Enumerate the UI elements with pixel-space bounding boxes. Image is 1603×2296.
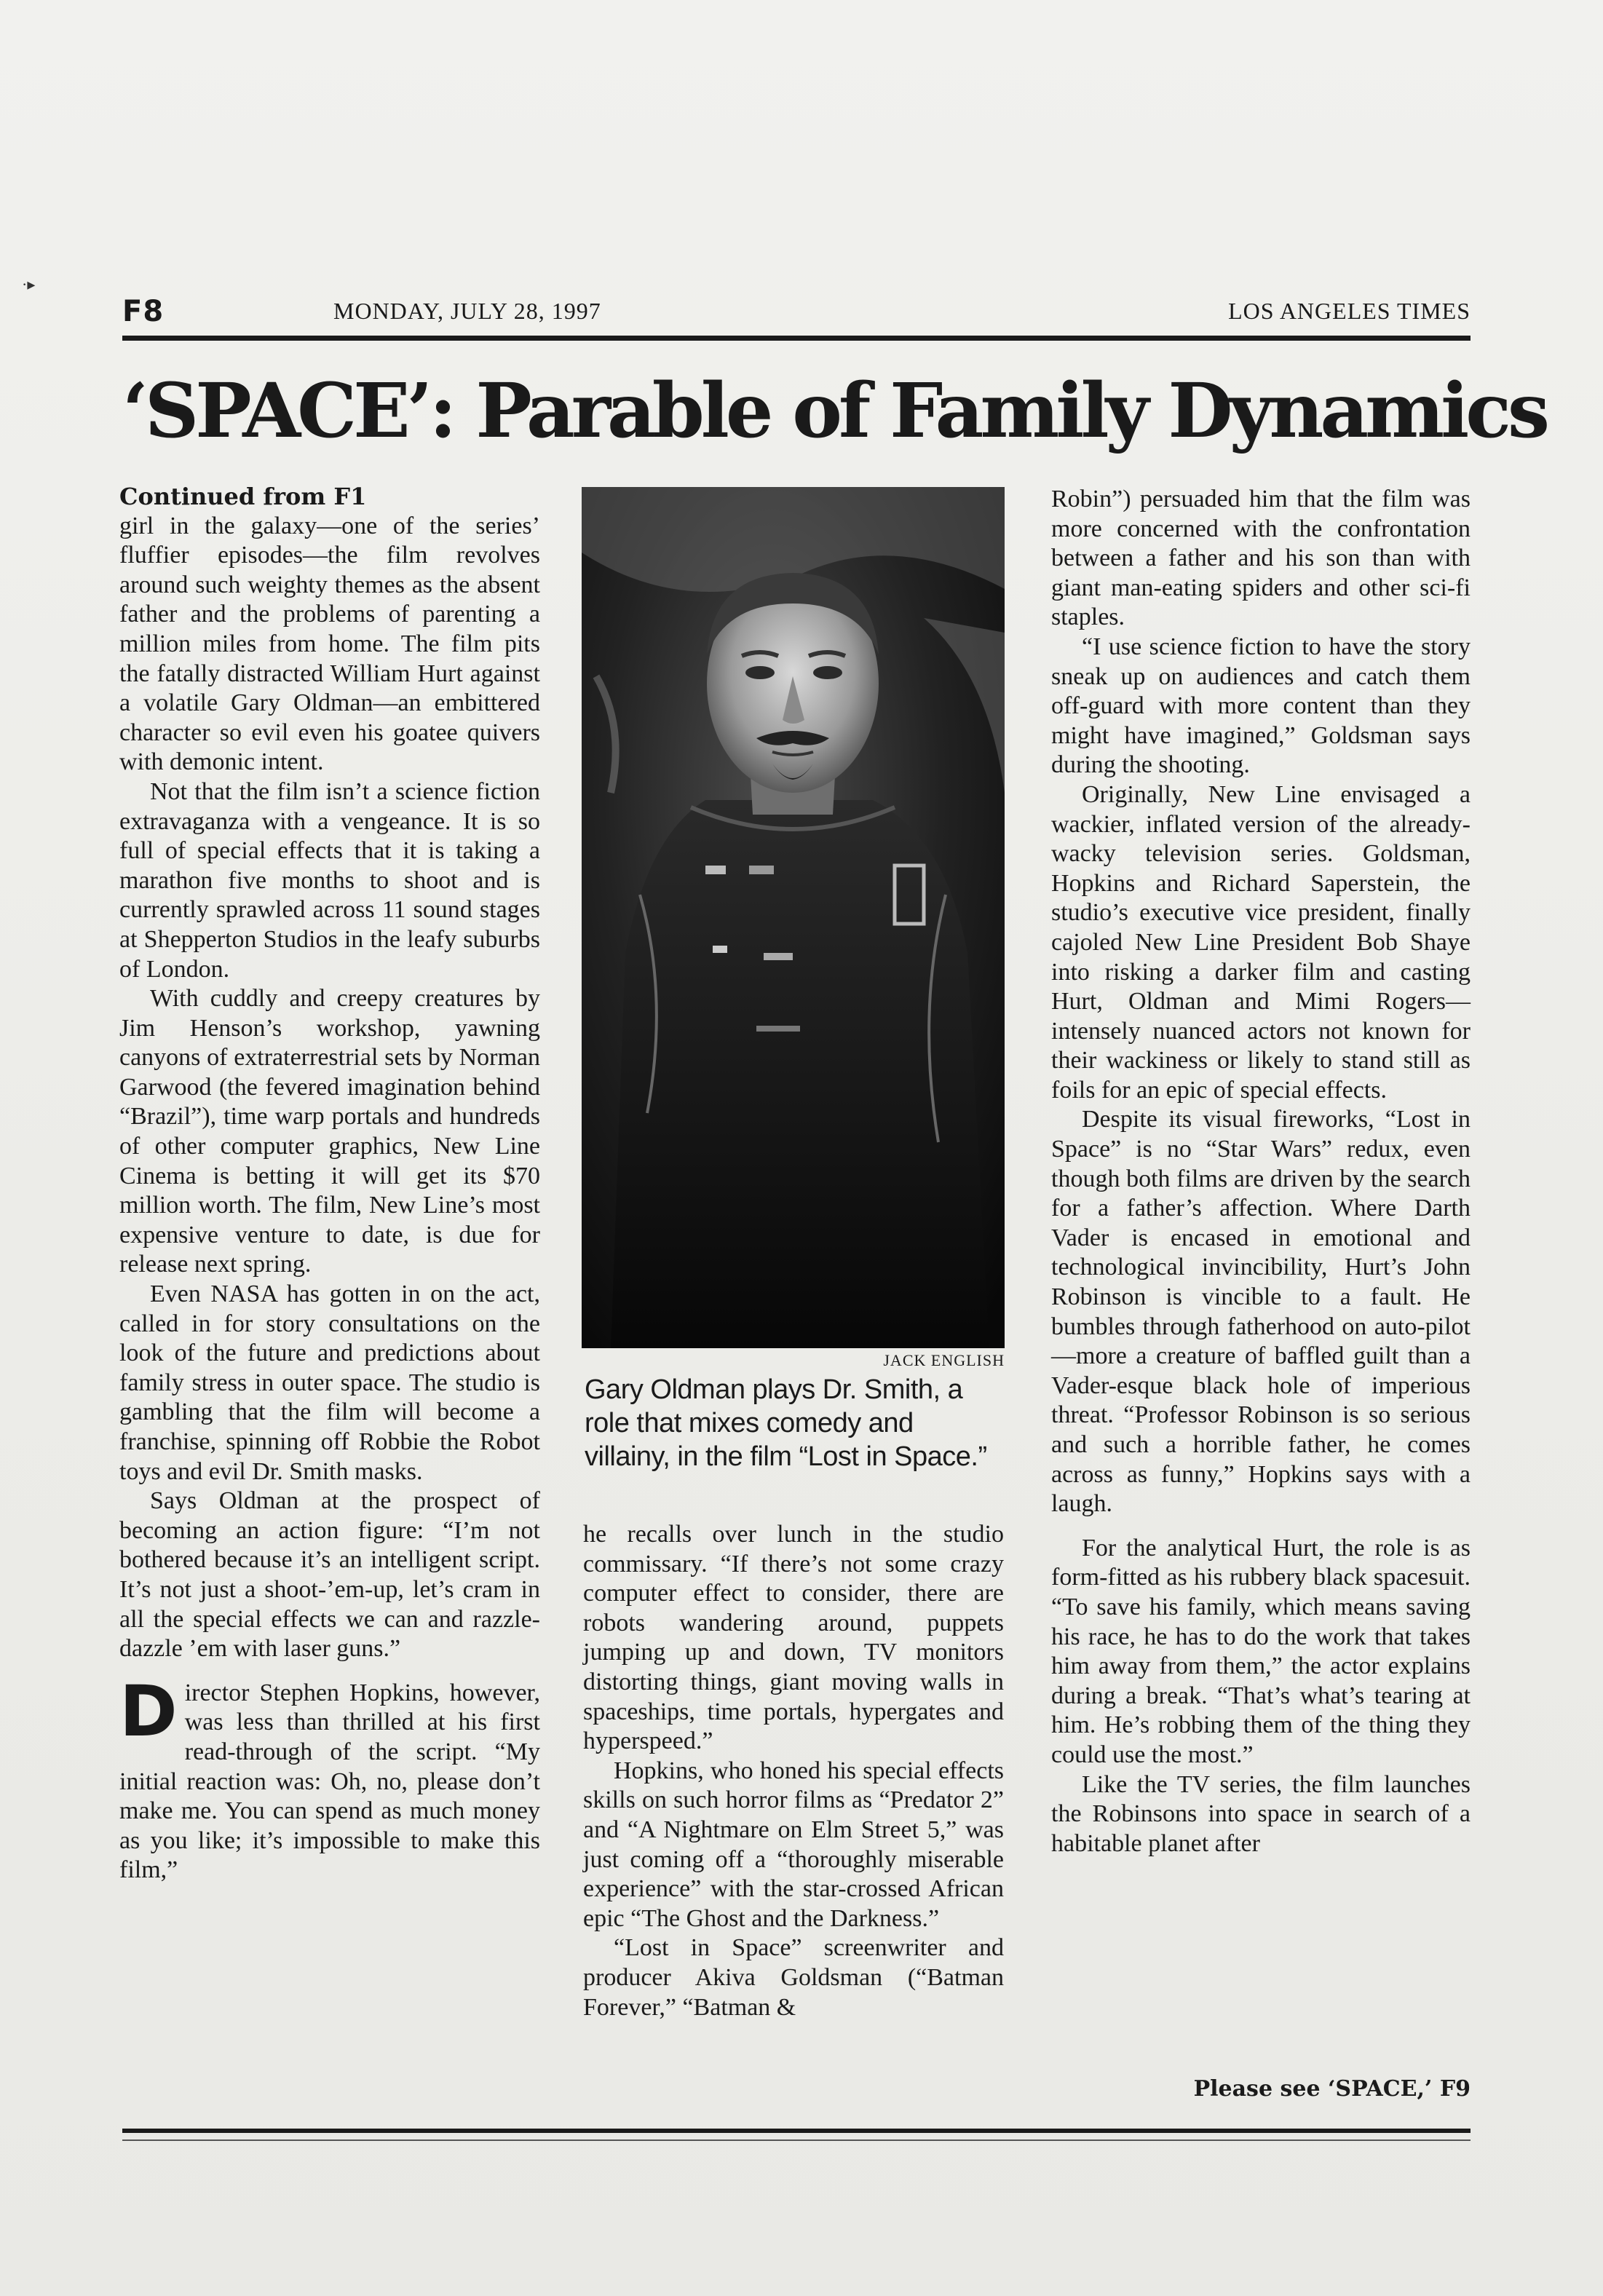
paragraph: Not that the film isn’t a science fiction extravaganza with a vengeance. It is so full of special effects that it is taking a marathon five months to shoot and is currently sprawled across 11 sound stages at Shepperton Studios in the leafy suburbs of London. [119, 777, 540, 983]
paragraph: he recalls over lunch in the studio commissary. “If there’s not some crazy computer effect to consider, there are robots wandering around, puppets jumping up and down, TV monitors distorting things, giant moving walls in spaceships, time portals, hypergates and hyperspeed.” [583, 1521, 1004, 1755]
paragraph: “Lost in Space” screenwriter and producer Akiva Goldsman (“Batman Forever,” “Batman & [583, 1934, 1004, 2021]
paragraph-text: irector Stephen Hopkins, however, was less than thrilled at his first read-through of the script. “My initial reaction was: Oh, no, please don’t make me. You can spend as much money as you like; it’s impossible to make this film,” [119, 1679, 540, 1884]
photo-gary-oldman [582, 487, 1005, 1348]
photo-caption: Gary Oldman plays Dr. Smith, a role that mixes comedy and villainy, in the film “Lost in Space.” [585, 1374, 987, 1472]
column-3 [1051, 485, 1471, 1858]
photo-image [582, 487, 1005, 1348]
page-header [122, 295, 1471, 330]
column-2 [583, 1520, 1004, 2022]
page-number: F8 [122, 295, 165, 328]
photo-credit: JACK ENGLISH [883, 1351, 1005, 1369]
paragraph: For the analytical Hurt, the role is as form-fitted as his rubbery black spacesuit. “To save his family, which means saving his race, he has to do the work that takes him away from them,” the actor explains during a break. “That’s what’s tearing at him. He’s robbing them of the thing they could use the most.” [1051, 1534, 1471, 1768]
paragraph: With cuddly and creepy creatures by Jim Henson’s workshop, yawning canyons of extraterrestrial sets by Norman Garwood (the fevered imagination behind “Brazil”), time warp portals and hundreds of other computer graphics, New Line Cinema is betting it will get its $70 million worth. The film, New Line’s most expensive venture to date, is due for release next spring. [119, 985, 540, 1278]
paragraph: Even NASA has gotten in on the act, called in for story consultations on the look of the future and predictions about family stress in outer space. The studio is gambling that the film will become a franchise, spinning off Robbie the Robot toys and evil Dr. Smith masks. [119, 1280, 540, 1485]
footer-rule [122, 2129, 1471, 2133]
margin-mark: ·▸ [22, 275, 36, 293]
paragraph: Despite its visual fireworks, “Lost in Space” is no “Star Wars” redux, even though both films are driven by the search for a father’s affection. Where Darth Vader is encased in emotional and technological invincibility, Hurt’s John Robinson is vincible to a fault. He bumbles through fatherhood on auto-pilot—more a creature of baffled guilt than a Vader-esque black hole of imperious threat. “Professor Robinson is so serious and such a horrible father, he comes across as funny,” Hopkins says with a laugh. [1051, 1106, 1471, 1518]
paragraph: Says Oldman at the prospect of becoming an action figure: “I’m not bothered because it’s an intelligent script. It’s not just a shoot-’em-up, let’s cram in all the special effects we can and razzle-dazzle ’em with laser guns.” [119, 1487, 540, 1663]
paragraph: Hopkins, who honed his special effects skills on such horror films as “Predator 2” and “A Nightmare on Elm Street 5,” was just coming off a “thoroughly miserable experience” with the star-crossed African epic “The Ghost and the Darkness.” [583, 1757, 1004, 1932]
continued-from: Continued from F1 [119, 483, 367, 510]
issue-date: MONDAY, JULY 28, 1997 [333, 298, 601, 324]
paragraph-dropcap [119, 1670, 540, 1885]
column-1 [119, 482, 540, 1885]
footer-rule-thin [122, 2139, 1471, 2141]
paragraph: “I use science fiction to have the story sneak up on audiences and catch them off-guard with more content than they might have imagined,” Goldsman says during the shooting. [1051, 633, 1471, 779]
paragraph: Like the TV series, the film launches the Robinsons into space in search of a habitable planet after [1051, 1770, 1471, 1857]
paragraph: Robin”) persuaded him that the film was more concerned with the confrontation between a father and his son than with giant man-eating spiders and other sci-fi staples. [1051, 486, 1471, 631]
publication-name: LOS ANGELES TIMES [1228, 298, 1471, 324]
paragraph: Originally, New Line envisaged a wackier, inflated version of the already-wacky television series. Goldsman, Hopkins and Richard Saperstein, the studio’s executive vice president, finally cajoled New Line President Bob Shaye into risking a darker film and casting Hurt, Oldman and Mimi Rogers—intensely nuanced actors not known for their wackiness or likely to stand still as foils for an epic of special effects. [1051, 780, 1471, 1104]
paragraph: girl in the galaxy—one of the series’ fluffier episodes—the film revolves around such weighty themes as the absent father and the problems of parenting a million miles from home. The film pits the fatally distracted William Hurt against a volatile Gary Oldman—an embittered character so evil even his goatee quivers with demonic intent. [119, 512, 540, 776]
drop-cap: D [119, 1670, 178, 1752]
jump-line: Please see ‘SPACE,’ F9 [1193, 2076, 1471, 2102]
header-rule [122, 336, 1471, 341]
headline: ‘SPACE’: Parable of Family Dynamics [122, 367, 1546, 455]
